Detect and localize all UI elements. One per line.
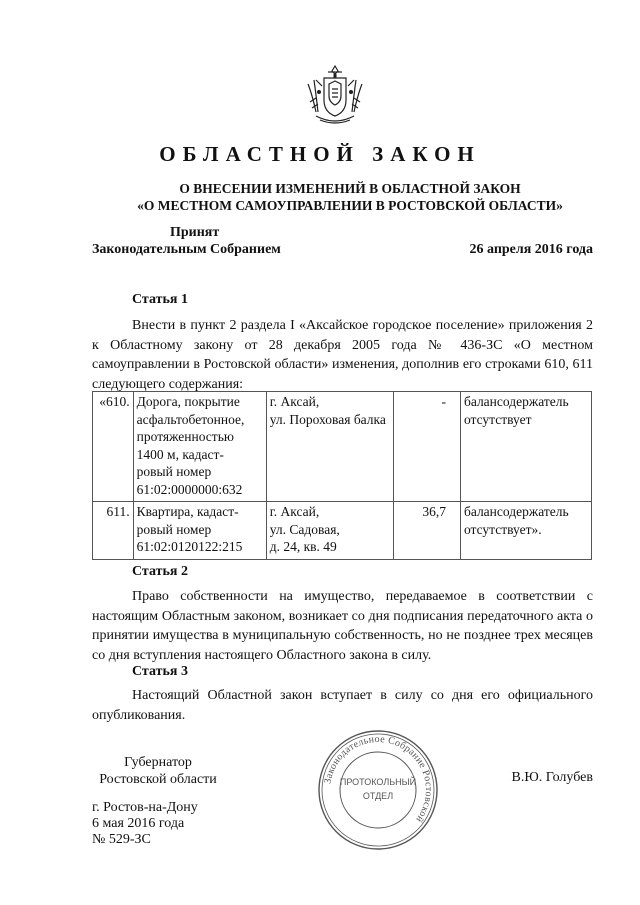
law-type-title: ОБЛАСТНОЙ ЗАКОН (159, 142, 481, 166)
adopted-label: Принят (170, 225, 220, 240)
adopted-date: 26 апреля 2016 года (469, 242, 593, 257)
signing-place: г. Ростов-на-Дону (92, 800, 198, 815)
row-number: 611. (93, 502, 134, 560)
article-2-text: Право собственности на имущество, передаваемое в соответствии с настоящим Областным законом, возникает со дня подписания передаточного акта о принятии имущества в муниципальную собственность, но не позднее трех месяцев со дня вступления настоящего Областного закона в силу. (92, 589, 593, 663)
subtitle-line-2: «О МЕСТНОМ САМОУПРАВЛЕНИИ В РОСТОВСКОЙ ОБЛАСТИ» (137, 198, 563, 213)
law-number: № 529-ЗС (92, 832, 151, 847)
article-2-heading: Статья 2 (132, 564, 188, 579)
article-1-text: Внести в пункт 2 раздела I «Аксайское городское поселение» приложения 2 к Областному закону от 28 декабря 2005 года № 436-ЗС «О местном самоуправлении в Ростовской области» изменения, дополнив его строками 610, 611 следующего содержания: (92, 318, 593, 392)
object-address: г. Аксай, ул. Пороховая балка (266, 392, 393, 502)
object-area: - (393, 392, 460, 502)
stamp-ring-text: Законодательное Собрание Ростовской (322, 733, 435, 825)
governor-title (92, 754, 224, 788)
stamp-inner-line-1: ПРОТОКОЛЬНЫЙ (339, 777, 417, 787)
coat-of-arms-emblem (302, 62, 368, 128)
governor-title-line-2: Ростовской области (99, 772, 217, 787)
adopted-by: Законодательным Собранием (92, 242, 281, 257)
official-stamp (316, 728, 440, 852)
article-3-text: Настоящий Областной закон вступает в силу со дня его официального опубликования. (92, 688, 593, 723)
object-address: г. Аксай, ул. Садовая, д. 24, кв. 49 (266, 502, 393, 560)
stamp-inner-line-2: ОТДЕЛ (362, 791, 394, 801)
table-row (93, 392, 592, 502)
amendment-table (92, 391, 592, 560)
article-1-heading: Статья 1 (132, 292, 188, 307)
signing-date: 6 мая 2016 года (92, 816, 185, 831)
object-description: Квартира, кадаст- ровый номер 61:02:0120122:215 (133, 502, 266, 560)
governor-name: В.Ю. Голубев (511, 770, 593, 785)
governor-title-line-1: Губернатор (124, 755, 192, 770)
object-area: 36,7 (393, 502, 460, 560)
table-row (93, 502, 592, 560)
article-3-heading: Статья 3 (132, 664, 188, 679)
row-number: «610. (93, 392, 134, 502)
balance-holder: балансодержатель отсутствует». (460, 502, 591, 560)
balance-holder: балансодержатель отсутствует (460, 392, 591, 502)
object-description: Дорога, покрытие асфальтобетонное, протяженностью 1400 м, кадаст- ровый номер 61:02:0000000:632 (133, 392, 266, 502)
law-subtitle (60, 180, 640, 214)
subtitle-line-1: О ВНЕСЕНИИ ИЗМЕНЕНИЙ В ОБЛАСТНОЙ ЗАКОН (179, 181, 521, 196)
